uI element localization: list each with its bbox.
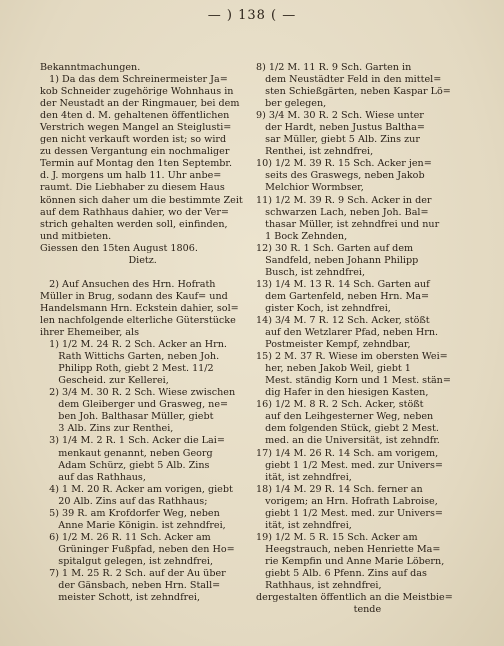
text-line: 14) 3/4 M. 7 R. 12 Sch. Acker, stößt xyxy=(256,314,430,326)
text-line: Dietz. xyxy=(40,254,157,266)
text-line: Philipp Roth, giebt 2 Mest. 11/2 xyxy=(40,363,214,375)
text-line: auf dem Rathhaus dahier, wo der Ver= xyxy=(40,206,229,218)
text-line: 7) 1 M. 25 R. 2 Sch. auf der Au über xyxy=(40,567,226,579)
page-number-header: — ) 138 ( — xyxy=(207,8,297,23)
text-line: 5) 39 R. am Krofdorfer Weg, neben xyxy=(40,507,220,519)
text-line: her, neben Jakob Weil, giebt 1 xyxy=(256,363,411,375)
text-line: 12) 30 R. 1 Sch. Garten auf dem xyxy=(256,242,414,254)
text-line: raumt. Die Liebhaber zu diesem Haus xyxy=(40,182,225,194)
text-line: 2) 3/4 M. 30 R. 2 Sch. Wiese zwischen xyxy=(40,387,236,399)
text-line: 8) 1/2 M. 11 R. 9 Sch. Garten in xyxy=(256,62,412,73)
text-line: können sich daher um die bestimmte Zeit xyxy=(40,194,243,206)
text-line: ität, ist zehndfrei, xyxy=(256,519,352,531)
text-line: spitalgut gelegen, ist zehndfrei, xyxy=(40,555,214,567)
text-line: Giessen den 15ten August 1806. xyxy=(40,242,198,254)
text-line: thasar Müller, ist zehndfrei und nur xyxy=(256,218,440,230)
text-line: auf das Rathhaus, xyxy=(40,471,146,483)
text-line: menkaut genannt, neben Georg xyxy=(40,447,213,459)
text-line: 1) 1/2 M. 24 R. 2 Sch. Acker an Hrn. xyxy=(40,339,227,351)
text-line: auf den Leihgesterner Weg, neben xyxy=(256,411,434,423)
text-line: rie Kempfin und Anne Marie Löbern, xyxy=(256,555,445,567)
text-line: 17) 1/4 M. 26 R. 14 Sch. am vorigem, xyxy=(256,447,439,459)
text-line xyxy=(40,267,258,279)
text-line: kob Schneider zugehörige Wohnhaus in xyxy=(40,86,234,98)
text-line: Adam Schürz, giebt 5 Alb. Zins xyxy=(40,459,210,471)
text-line: dem Gleiberger und Grasweg, ne= xyxy=(40,399,229,411)
text-line: giebt 5 Alb. 6 Pfenn. Zins auf das xyxy=(256,567,427,579)
text-line: Gescheid. zur Kellerei, xyxy=(40,375,169,387)
text-line: der Gänsbach, neben Hrn. Stall= xyxy=(40,580,221,592)
text-line: 6) 1/2 M. 26 R. 11 Sch. Acker am xyxy=(40,531,211,543)
left-column xyxy=(40,62,258,604)
text-line: seits des Graswegs, neben Jakob xyxy=(256,170,425,182)
text-line: d. J. morgens um halb 11. Uhr anbe= xyxy=(40,170,222,182)
text-line: meister Schott, ist zehndfrei, xyxy=(40,592,201,604)
text-line: Sandfeld, neben Johann Philipp xyxy=(256,254,419,266)
text-line: 16) 1/2 M. 8 R. 2 Sch. Acker, stößt xyxy=(256,399,424,411)
text-line: 3) 1/4 M. 2 R. 1 Sch. Acker die Lai= xyxy=(40,435,225,447)
text-line: auf den Wetzlarer Pfad, neben Hrn. xyxy=(256,327,439,339)
text-line: den 4ten d. M. gehaltenen öffentlichen xyxy=(40,110,230,122)
text-line: Renthei, ist zehndfrei, xyxy=(256,146,374,158)
text-line: Postmeister Kempf, zehndbar, xyxy=(256,339,411,351)
text-line: ihrer Ehemeiber, als xyxy=(40,327,140,339)
text-line: 10) 1/2 M. 39 R. 15 Sch. Acker jen= xyxy=(256,158,432,170)
text-line: gister Koch, ist zehndfrei, xyxy=(256,302,391,314)
text-line: Rath Wittichs Garten, neben Joh. xyxy=(40,351,220,363)
text-line: schwarzen Lach, neben Joh. Bal= xyxy=(256,206,429,218)
text-line: 18) 1/4 M. 29 R. 14 Sch. ferner an xyxy=(256,483,423,495)
text-line: ität, ist zehndfrei, xyxy=(256,471,352,483)
text-line: 1) Da das dem Schreinermeister Ja= xyxy=(40,74,228,86)
text-line: der Neustadt an der Ringmauer, bei dem xyxy=(40,98,240,110)
text-line: 4) 1 M. 20 R. Acker am vorigen, giebt xyxy=(40,483,233,495)
text-line: Anne Marie Königin. ist zehndfrei, xyxy=(40,519,226,531)
text-line: 9) 3/4 M. 30 R. 2 Sch. Wiese unter xyxy=(256,110,424,122)
text-line: 19) 1/2 M. 5 R. 15 Sch. Acker am xyxy=(256,531,418,543)
text-line: Grüninger Fußpfad, neben den Ho= xyxy=(40,543,235,555)
text-line: vorigem; an Hrn. Hofrath Labroise, xyxy=(256,495,438,507)
text-line: giebt 1 1/2 Mest. med. zur Univers= xyxy=(256,459,443,471)
text-line: der Hardt, neben Justus Baltha= xyxy=(256,122,425,134)
text-line: Melchior Wormbser, xyxy=(256,182,364,194)
text-line: 1 Bock Zehnden, xyxy=(256,230,348,242)
text-line: sar Müller, giebt 5 Alb. Zins zur xyxy=(256,134,420,146)
text-line: 20 Alb. Zins auf das Rathhaus; xyxy=(40,495,208,507)
text-line: dem folgenden Stück, giebt 2 Mest. xyxy=(256,423,439,435)
text-line: dergestalten öffentlich an die Meistbie= xyxy=(256,592,453,604)
text-line: Heegstrauch, neben Henriette Ma= xyxy=(256,543,441,555)
text-line: tende xyxy=(256,604,382,616)
text-line: Bekanntmachungen. xyxy=(40,62,141,73)
text-line: dem Gartenfeld, neben Hrn. Ma= xyxy=(256,290,430,302)
text-line: Rathhaus, ist zehndfrei, xyxy=(256,580,382,592)
text-line: ber gelegen, xyxy=(256,98,327,110)
text-line: strich gehalten werden soll, einfinden, xyxy=(40,218,228,230)
text-line: Mest. ständig Korn und 1 Mest. stän= xyxy=(256,375,451,387)
text-line: med. an die Universität, ist zehndfr. xyxy=(256,435,440,447)
text-line: gen nicht verkauft worden ist; so wird xyxy=(40,134,227,146)
text-line: dig Hafer in den hiesigen Kasten, xyxy=(256,387,429,399)
text-line: len nachfolgende elterliche Güterstücke xyxy=(40,314,236,326)
text-line: ben Joh. Balthasar Müller, giebt xyxy=(40,411,214,423)
text-line: zu dessen Vergantung ein nochmaliger xyxy=(40,146,230,158)
text-line: 15) 2 M. 37 R. Wiese im obersten Wei= xyxy=(256,351,448,363)
text-line: dem Neustädter Feld in den mittel= xyxy=(256,74,442,86)
text-line: 3 Alb. Zins zur Renthei, xyxy=(40,423,174,435)
text-line: Handelsmann Hrn. Eckstein dahier, sol= xyxy=(40,302,239,314)
text-line: 11) 1/2 M. 39 R. 9 Sch. Acker in der xyxy=(256,194,432,206)
text-line: Busch, ist zehndfrei, xyxy=(256,266,366,278)
right-column xyxy=(256,62,474,616)
text-line: Verstrich wegen Mangel an Steiglusti= xyxy=(40,122,232,134)
text-line: Müller in Brug, sodann des Kauf= und xyxy=(40,290,228,302)
text-line: giebt 1 1/2 Mest. med. zur Univers= xyxy=(256,507,443,519)
text-line: sten Schießgärten, neben Kaspar Lö= xyxy=(256,86,451,98)
text-line: und mitbieten. xyxy=(40,230,112,242)
text-line: Termin auf Montag den 1ten Septembr. xyxy=(40,158,233,170)
text-line: 2) Auf Ansuchen des Hrn. Hofrath xyxy=(40,278,216,290)
text-line: 13) 1/4 M. 13 R. 14 Sch. Garten auf xyxy=(256,278,430,290)
